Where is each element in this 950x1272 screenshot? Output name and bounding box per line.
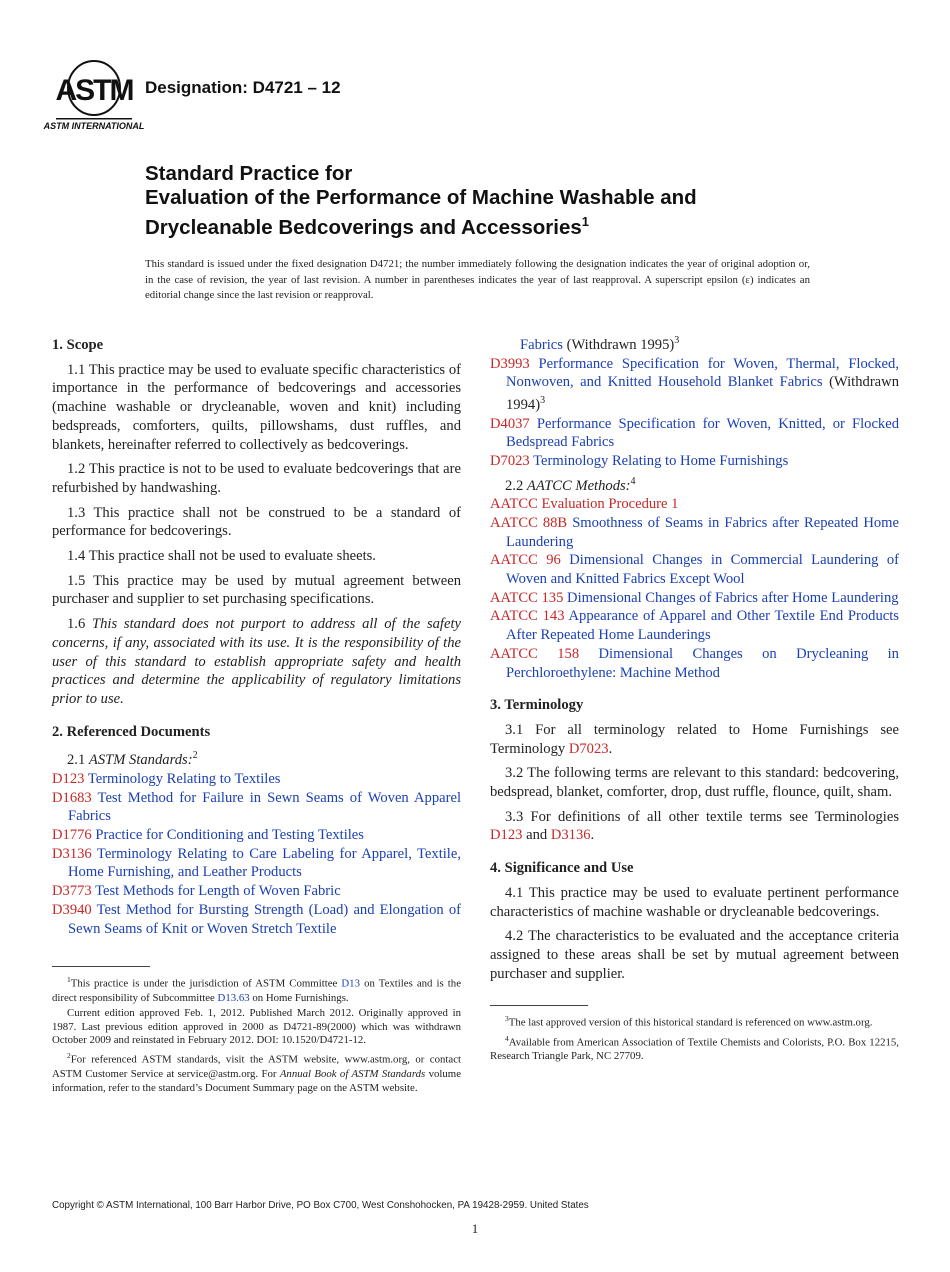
- significance-4-2: 4.2 The characteristics to be evaluated and the acceptance criteria assigned to these areas shall be set by mutual agreement between purchaser and supplier.: [490, 928, 899, 982]
- astm-ref-item: [490, 415, 899, 452]
- astm-ref-item: [52, 901, 461, 938]
- committee-d13-link[interactable]: D13: [341, 977, 360, 990]
- aatcc-ref-item: [490, 551, 899, 588]
- footnotes-right: [490, 1012, 899, 1064]
- astm-ref-code[interactable]: D4037: [490, 415, 530, 432]
- intro-notice: This standard is issued under the fixed designation D4721; the number immediately following the designation indicates the year of original adoption or, in the case of revision, the year of last revision. A number in parentheses indicates the year of last reapproval. A superscript epsilon (ε) indicates an editorial change since the last revision or reapproval.: [145, 258, 810, 302]
- title-line-3: Drycleanable Bedcoverings and Accessories$^1$: [145, 214, 590, 239]
- astm-ref-title[interactable]: Terminology Relating to Care Labeling for Apparel, Textile, Home Furnishing, and Leather Products: [68, 845, 461, 881]
- astm-ref-title[interactable]: Performance Specification for Woven, Knitted, or Flocked Bedspread Fabrics: [506, 415, 899, 451]
- astm-ref-item: [52, 845, 461, 882]
- astm-ref-item: [52, 882, 461, 901]
- footnote-3: $^3$The last approved version of this historical standard is referenced on www.astm.org.: [505, 1014, 873, 1029]
- terminology-3-3: 3.3 For definitions of all other textile terms see Terminologies D123 and D3136.: [490, 808, 899, 844]
- document-title: [145, 162, 905, 240]
- d7023-link[interactable]: D7023: [568, 740, 609, 757]
- aatcc-ref-item: [490, 607, 899, 644]
- footnote-rule: [52, 966, 150, 967]
- astm-ref-code[interactable]: D3773: [52, 883, 92, 900]
- title-line-1: Standard Practice for: [145, 162, 353, 185]
- designation: Designation: D4721 – 12: [145, 78, 341, 97]
- aatcc-ref-item: [490, 589, 899, 608]
- astm-standards-list-continued: [490, 332, 899, 471]
- footnote-rule: [490, 1005, 588, 1006]
- footnotes-left: [52, 973, 461, 1095]
- aatcc-ref-title[interactable]: Dimensional Changes of Fabrics after Home Laundering: [567, 589, 899, 606]
- astm-ref-title[interactable]: Performance Specification for Woven, Thermal, Flocked, Nonwoven, and Knitted Household Blanket Fabrics: [506, 355, 899, 391]
- footnote-1: $^1$This practice is under the jurisdiction of ASTM Committee D13 on Textiles and is the direct responsibility of Subcommittee D13.63 on Home Furnishings.: [52, 975, 461, 1004]
- scope-1-3: 1.3 This practice shall not be construed to be a standard of performance for bedcoverings.: [52, 504, 461, 540]
- astm-ref-code[interactable]: D123: [52, 770, 85, 787]
- aatcc-ref-code[interactable]: AATCC 135: [490, 589, 564, 606]
- aatcc-ref-code[interactable]: AATCC Evaluation Procedure 1: [490, 496, 679, 513]
- subcommittee-d13-63-link[interactable]: D13.63: [217, 991, 250, 1004]
- aatcc-ref-code[interactable]: AATCC 143: [490, 608, 565, 625]
- terminology-3-2: 3.2 The following terms are relevant to this standard: bedcovering, bedspread, blanket, comforter, drop, dust ruffle, flounce, quilt, sham.: [490, 765, 899, 801]
- aatcc-ref-item: [490, 514, 899, 551]
- page-number: 1: [471, 1221, 479, 1236]
- aatcc-ref-item: [490, 495, 899, 514]
- terminology-heading: 3. Terminology: [490, 697, 584, 714]
- terminology-3-1: 3.1 For all terminology related to Home Furnishings see Terminology D7023.: [490, 721, 899, 757]
- astm-ref-code[interactable]: D1776: [52, 827, 92, 844]
- d3136-link[interactable]: D3136: [550, 827, 591, 844]
- astm-logo: [43, 58, 145, 132]
- title-footnote-mark[interactable]: 1: [581, 214, 590, 229]
- aatcc-ref-code[interactable]: AATCC 96: [490, 552, 561, 569]
- astm-ref-title[interactable]: Test Methods for Length of Woven Fabric: [95, 883, 341, 900]
- copyright: Copyright © ASTM International, 100 Barr Harbor Drive, PO Box C700, West Conshohocken, PA 19428-2959. United States: [52, 1200, 589, 1211]
- scope-1-6: 1.6 This standard does not purport to address all of the safety concerns, if any, associated with its use. It is the responsibility of the user of this standard to establish appropriate safety and health practices and determine the applicability of regulatory limitations prior to use.: [52, 616, 461, 707]
- astm-ref-item-continued: Fabrics (Withdrawn 1995)$^3$: [520, 335, 680, 353]
- scope-1-2: 1.2 This practice is not to be used to evaluate bedcoverings that are refurbished by handwashing.: [52, 461, 461, 496]
- aatcc-ref-code[interactable]: AATCC 88B: [490, 514, 568, 531]
- logo-text: ASTM INTERNATIONAL: [43, 121, 145, 131]
- title-line-2: Evaluation of the Performance of Machine Washable and: [145, 186, 697, 209]
- footnote-2: $^2$For referenced ASTM standards, visit the ASTM website, www.astm.org, or contact ASTM Customer Service at service@astm.org. For Annual Book of ASTM Standards volume information, refer to the standard’s Document Summary page on the ASTM website.: [52, 1051, 461, 1094]
- d123-link[interactable]: D123: [490, 827, 523, 844]
- astm-ref-title[interactable]: Practice for Conditioning and Testing Textiles: [95, 827, 364, 844]
- refdocs-heading: 2. Referenced Documents: [52, 723, 211, 740]
- aatcc-ref-title[interactable]: Appearance of Apparel and Other Textile End Products After Repeated Home Launderings: [506, 608, 899, 644]
- astm-ref-code[interactable]: D3136: [52, 845, 92, 862]
- astm-standards-label: 2.1 ASTM Standards:$^2$: [67, 750, 198, 769]
- aatcc-ref-title[interactable]: Dimensional Changes in Commercial Laundering of Woven and Knitted Fabrics Except Wool: [506, 552, 899, 588]
- astm-ref-item: [490, 452, 899, 471]
- astm-ref-code[interactable]: D7023: [490, 452, 530, 469]
- astm-ref-code[interactable]: D3940: [52, 901, 92, 918]
- significance-4-1: 4.1 This practice may be used to evaluate pertinent performance characteristics of machine washable or drycleanable bedcoverings.: [490, 884, 899, 920]
- astm-ref-item: [52, 789, 461, 826]
- astm-ref-title[interactable]: Terminology Relating to Home Furnishings: [533, 452, 789, 469]
- svg-text:ASTM: ASTM: [55, 74, 133, 107]
- astm-ref-code[interactable]: D1683: [52, 789, 92, 806]
- astm-ref-title[interactable]: Test Method for Bursting Strength (Load) and Elongation of Sewn Seams of Knit or Woven Stretch Textile: [68, 901, 461, 937]
- astm-ref-title[interactable]: Terminology Relating to Textiles: [87, 770, 281, 787]
- astm-ref-code[interactable]: D3993: [490, 355, 530, 372]
- astm-ref-title[interactable]: Fabrics: [520, 336, 563, 353]
- aatcc-methods-list: [490, 495, 899, 682]
- aatcc-ref-title[interactable]: Smoothness of Seams in Fabrics after Repeated Home Laundering: [506, 514, 899, 550]
- right-column: [490, 332, 899, 1065]
- astm-ref-title[interactable]: Test Method for Failure in Sewn Seams of Woven Apparel Fabrics: [68, 789, 461, 825]
- footnote-1-edition: Current edition approved Feb. 1, 2012. Published March 2012. Originally approved in 1987. Last previous edition approved in 2000 as D4721-89(2000) which was withdrawn October 2009 and reinstated in February 2012. DOI: 10.1520/D4721-12.: [52, 1006, 461, 1047]
- astm-ref-item: [52, 770, 461, 789]
- aatcc-ref-code[interactable]: AATCC 158: [490, 645, 580, 662]
- aatcc-ref-item: [490, 645, 899, 682]
- significance-heading: 4. Significance and Use: [490, 860, 634, 877]
- aatcc-ref-title[interactable]: Dimensional Changes on Drycleaning in Perchloroethylene: Machine Method: [506, 645, 899, 681]
- scope-1-1: 1.1 This practice may be used to evaluate specific characteristics of importance in the performance of bedcoverings and accessories (machine washable or drycleanable, woven and knit) including bedspreads, comforters, quilts, pillowshams, dust ruffles, and blankets, hereinafter referred to collectively as bedcoverings.: [52, 361, 461, 453]
- astm-standards-list: [52, 770, 461, 938]
- scope-1-4: 1.4 This practice shall not be used to evaluate sheets.: [67, 548, 376, 565]
- aatcc-methods-label: 2.2 AATCC Methods:$^4$: [505, 475, 636, 494]
- scope-heading: 1. Scope: [52, 337, 104, 353]
- left-column: [52, 332, 461, 1097]
- scope-1-5: 1.5 This practice may be used by mutual agreement between purchaser and supplier to set purchasing specifications.: [52, 572, 461, 608]
- astm-ref-item: D3993 Performance Specification for Woven, Thermal, Flocked, Nonwoven, and Knitted Household Blanket Fabrics (Withdrawn 1994)$^3$: [490, 355, 899, 413]
- astm-ref-item: [52, 826, 461, 845]
- footnote-4: $^4$Available from American Association of Textile Chemists and Colorists, P.O. Box 12215, Research Triangle Park, NC 27709.: [490, 1033, 899, 1063]
